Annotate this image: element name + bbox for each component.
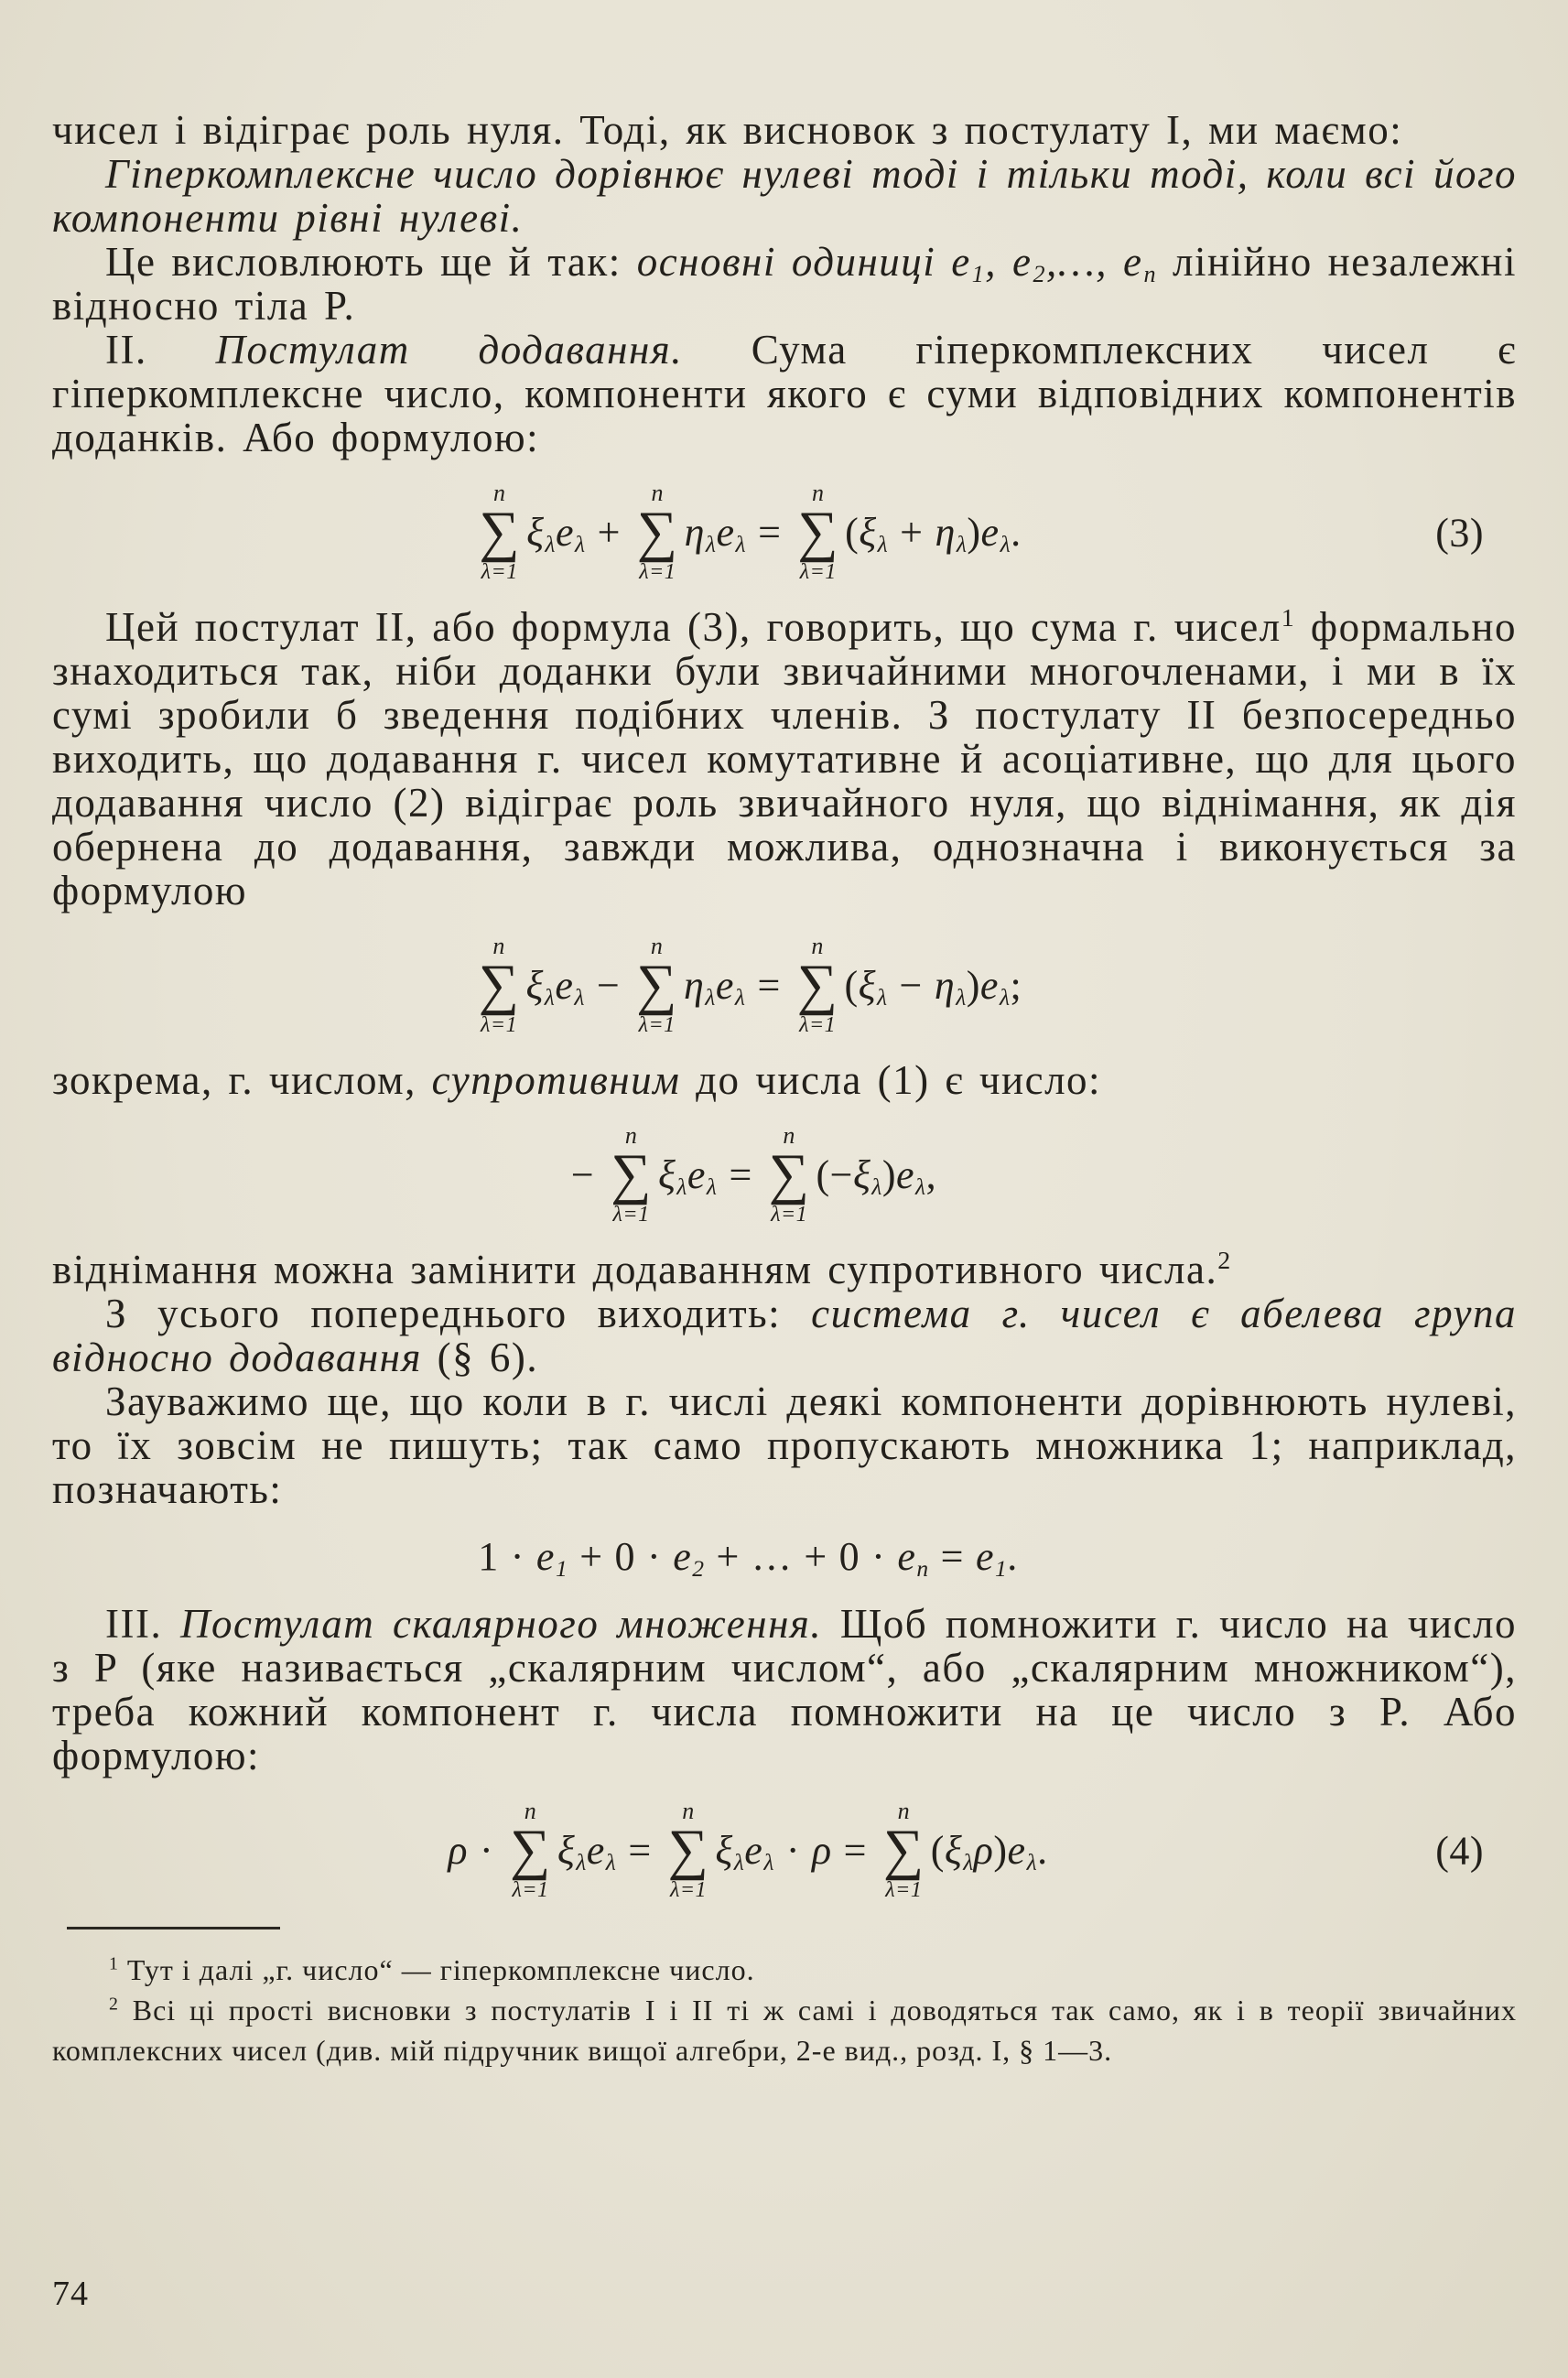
math-token: $\xi_\lambda$ <box>526 510 556 558</box>
summation-sign: n ∑ λ=1 <box>611 1122 652 1227</box>
subscript-index: λ <box>956 531 968 558</box>
formula-row <box>478 1533 1018 1583</box>
math-token: (− <box>816 1152 853 1198</box>
text-run: Це висловлюють ще й так: <box>105 239 637 285</box>
math-token: … <box>751 1534 793 1580</box>
para-omitted-components <box>52 1379 1517 1511</box>
text-run: система г. чисел є абелева група відносно додавання <box>52 1291 1517 1381</box>
superscript-footnote-mark: 1 <box>1281 604 1296 633</box>
subscript-index: λ <box>963 1849 974 1876</box>
subscript-index: λ <box>705 984 716 1011</box>
math-token: $e_\lambda$ <box>979 963 1011 1011</box>
formula-4 <box>52 1800 1517 1901</box>
text-run: $e_2$ <box>1012 239 1047 288</box>
math-token: ) <box>881 1152 896 1198</box>
math-token: − <box>570 1152 595 1198</box>
math-token: , <box>925 1152 937 1198</box>
text-run: Постулат скалярного множення. <box>179 1601 823 1648</box>
text-run: Сума гіперкомплексних чисел є гіперкомплексне число, компоненти якого є суми відповідних компонентів доданків. Або формулою: <box>52 327 1517 460</box>
math-token: − <box>596 963 621 1009</box>
para-linear-independence <box>52 240 1517 328</box>
text-run: лінійно незалежні відносно тіла P. <box>52 239 1517 329</box>
math-token: · <box>871 1534 886 1580</box>
subscript-index: λ <box>1026 1849 1038 1876</box>
math-token: $\eta_\lambda$ <box>934 963 967 1011</box>
subscript-index: λ <box>575 531 586 558</box>
math-token: $\eta_\lambda$ <box>683 963 716 1011</box>
math-token: ( <box>930 1828 945 1874</box>
text-run: III. <box>105 1601 180 1648</box>
math-token: $e_\lambda$ <box>687 1152 718 1201</box>
text-run: II. <box>105 327 216 373</box>
text-run: Зауважимо ще, що коли в г. числі деякі компоненти дорівнюють нулеві, то їх зовсім не пишуть; так само пропускають множника 1; наприклад, позначають: <box>52 1378 1517 1513</box>
text-run: зокрема, г. числом, <box>52 1057 432 1104</box>
subscript-index: λ <box>705 531 717 558</box>
subscript-index: λ <box>763 1849 774 1876</box>
subscript-index: n <box>916 1555 929 1583</box>
summation-sign: n ∑ λ=1 <box>478 933 520 1038</box>
page-number: 74 <box>52 2275 89 2313</box>
text-run: , <box>985 239 1012 285</box>
subscript-index: λ <box>956 984 967 1011</box>
math-token: 0 <box>614 1534 636 1580</box>
subscript-index: λ <box>915 1173 926 1201</box>
math-token: + <box>804 1534 827 1580</box>
math-token: ; <box>1010 963 1022 1009</box>
subscript-index: λ <box>576 1849 587 1876</box>
math-token: $e_\lambda$ <box>586 1828 617 1876</box>
subscript-index: λ <box>574 984 585 1011</box>
subscript-index: λ <box>544 984 556 1011</box>
subscript-index: λ <box>734 984 746 1011</box>
text-column <box>52 108 1517 2070</box>
math-token: $e_\lambda$ <box>896 1152 926 1201</box>
text-run: супротивним <box>431 1057 681 1104</box>
math-token: . <box>1007 1534 1018 1580</box>
subscript-index: 2 <box>1033 261 1047 288</box>
math-token: $\xi_\lambda$ <box>852 1152 882 1201</box>
text-run: З усього попереднього виходить: <box>105 1291 812 1337</box>
math-token: ( <box>844 963 859 1009</box>
math-token: $e_1$ <box>975 1534 1008 1583</box>
para-replace-subtraction <box>52 1248 1517 1292</box>
text-run: Всі ці прості висновки з постулатів I і II ті ж самі і доводяться так само, як і в теорії звичайних комплексних чисел (див. мій підручник вищої алгебри, 2-е вид., розд. I, § 1—3. <box>52 1994 1517 2068</box>
summation-sign: n ∑ λ=1 <box>882 1798 925 1903</box>
math-token: . <box>1011 510 1022 556</box>
summation-sign: n ∑ λ=1 <box>479 480 521 585</box>
math-token: $e_\lambda$ <box>555 510 586 558</box>
math-token: · <box>647 1534 662 1580</box>
body-blocks <box>52 108 1517 1901</box>
para-postulate-2-discussion <box>52 605 1517 913</box>
math-token: + <box>597 510 621 556</box>
text-run: Цей постулат II, або формула (3), говорить, що сума г. чисел <box>105 604 1281 651</box>
math-token: $\xi_\lambda$ <box>525 963 556 1011</box>
equation-number: (3) <box>1435 510 1484 556</box>
text-run: ,…, <box>1046 239 1123 285</box>
subscript-index: 2 <box>692 1555 705 1583</box>
para-zero-theorem <box>52 152 1517 240</box>
para-opposite-number <box>52 1058 1517 1102</box>
math-token: = <box>940 1534 964 1580</box>
math-token: + <box>579 1534 603 1580</box>
text-run: віднімання можна замінити додаванням супротивного числа. <box>52 1247 1218 1293</box>
math-token: ρ <box>448 1828 468 1874</box>
math-token: ) <box>966 963 980 1009</box>
superscript-footnote-mark: 2 <box>109 1994 119 2015</box>
formula-row <box>474 935 1022 1036</box>
math-token: + <box>900 510 924 556</box>
math-token: $e_1$ <box>535 1534 568 1583</box>
text-run: (§ 6). <box>421 1335 539 1381</box>
formula-3 <box>52 481 1517 583</box>
subscript-index: λ <box>733 1849 745 1876</box>
math-token: $e_2$ <box>673 1534 705 1583</box>
math-token: $\eta_\lambda$ <box>935 510 968 558</box>
text-run: до числа (1) є число: <box>680 1057 1102 1104</box>
summation-sign: n ∑ λ=1 <box>636 933 677 1038</box>
subscript-index: λ <box>871 1173 882 1201</box>
subscript-index: 1 <box>994 1555 1008 1583</box>
math-token: = <box>729 1152 752 1198</box>
summation-sign: n ∑ λ=1 <box>768 1122 810 1227</box>
math-token: · <box>785 1828 801 1874</box>
text-run: Щоб помножити г. число на число з P (яке називається „скалярним числом“, або „скалярним множником“), треба кожний компонент г. числа помножити на це число з P. Або формулою: <box>52 1601 1517 1779</box>
math-token: = <box>757 963 781 1009</box>
summation-sign: n ∑ λ=1 <box>796 933 838 1038</box>
math-token: $\xi_\lambda$ <box>858 963 888 1011</box>
summation-sign: n ∑ λ=1 <box>667 1798 709 1903</box>
math-token: ( <box>845 510 860 556</box>
text-run: Тут і далі „г. число“ — гіперкомплексне число. <box>118 1953 755 1987</box>
text-run: $e_n$ <box>1123 239 1158 288</box>
subscript-index: λ <box>676 1173 687 1201</box>
footnote-separator <box>67 1927 280 1929</box>
text-run: основні одиниці <box>636 239 952 285</box>
para-postulate-2 <box>52 328 1517 459</box>
math-token: $e_\lambda$ <box>1007 1828 1038 1876</box>
math-token: $e_\lambda$ <box>555 963 585 1011</box>
para-continuation <box>52 108 1517 152</box>
subscript-index: n <box>1143 261 1158 288</box>
math-token: $e_n$ <box>897 1534 929 1583</box>
formula-negation <box>52 1124 1517 1226</box>
summation-sign: n ∑ λ=1 <box>510 1798 551 1903</box>
superscript-footnote-mark: 2 <box>1217 1247 1232 1276</box>
subscript-index: λ <box>876 984 888 1011</box>
math-token: · <box>479 1828 494 1874</box>
math-token: 0 <box>838 1534 860 1580</box>
text-run: Гіперкомплексне число дорівнює нулеві тоді і тільки тоді, коли всі його компоненти рівні нулеві. <box>52 151 1517 241</box>
subscript-index: 1 <box>555 1555 568 1583</box>
subscript-index: λ <box>1000 531 1011 558</box>
para-postulate-3 <box>52 1602 1517 1778</box>
math-token: · <box>510 1534 524 1580</box>
footnote-2 <box>52 1990 1517 2070</box>
text-run: Постулат додавання. <box>215 327 683 373</box>
math-token: ρ <box>812 1828 832 1874</box>
math-token: $\xi_\lambda$ <box>557 1828 587 1876</box>
subscript-index: λ <box>735 531 747 558</box>
subscript-index: λ <box>706 1173 718 1201</box>
math-token: $\xi_\lambda$ <box>859 510 889 558</box>
text-run: $e_1$ <box>951 239 986 288</box>
formula-unit-notation <box>52 1533 1517 1583</box>
math-token: = <box>628 1828 652 1874</box>
math-token: = <box>758 510 782 556</box>
summation-sign: n ∑ λ=1 <box>797 480 839 585</box>
subscript-index: λ <box>877 531 889 558</box>
formula-row <box>448 1800 1047 1901</box>
math-token: + <box>716 1534 740 1580</box>
math-token: $e_\lambda$ <box>744 1828 774 1876</box>
math-token: ) <box>967 510 981 556</box>
footnotes <box>52 1950 1517 2070</box>
subscript-index: 1 <box>971 261 986 288</box>
math-token: 1 <box>478 1534 499 1580</box>
footnote-1 <box>52 1950 1517 1990</box>
math-token: $e_\lambda$ <box>715 963 746 1011</box>
math-token: $\eta_\lambda$ <box>684 510 717 558</box>
subscript-index: λ <box>999 984 1011 1011</box>
math-token: $\xi_\lambda$ <box>715 1828 745 1876</box>
math-token: = <box>843 1828 867 1874</box>
subscript-index: λ <box>605 1849 617 1876</box>
math-token: $\xi_\lambda$ <box>657 1152 687 1201</box>
text-run: формально знаходиться так, ніби доданки були звичайними многочленами, і ми в їх сумі зробили б зведення подібних членів. З постулату II безпосередньо виходить, що додавання г. чисел комутативне й асоціативне, що для цього додавання число (2) відіграє роль звичайного нуля, що віднімання, як дія обернена до додавання, завжди можлива, однозначна і виконується за формулою <box>52 604 1517 914</box>
math-token: $e_\lambda$ <box>980 510 1011 558</box>
summation-sign: n ∑ λ=1 <box>636 480 678 585</box>
math-token: ρ <box>973 1828 994 1874</box>
text-run: чисел і відіграє роль нуля. Тоді, як висновок з постулату I, ми маємо: <box>52 107 1403 153</box>
math-token: ) <box>993 1828 1008 1874</box>
formula-subtraction <box>52 935 1517 1036</box>
para-abelian-group <box>52 1292 1517 1379</box>
math-token: $\xi_\lambda$ <box>944 1828 974 1876</box>
math-token: − <box>899 963 923 1009</box>
equation-number: (4) <box>1435 1828 1484 1874</box>
formula-row <box>559 1124 936 1226</box>
math-token: $e_\lambda$ <box>716 510 747 558</box>
formula-row <box>474 481 1021 583</box>
math-token: . <box>1037 1828 1048 1874</box>
subscript-index: λ <box>545 531 556 558</box>
superscript-footnote-mark: 1 <box>109 1953 119 1974</box>
